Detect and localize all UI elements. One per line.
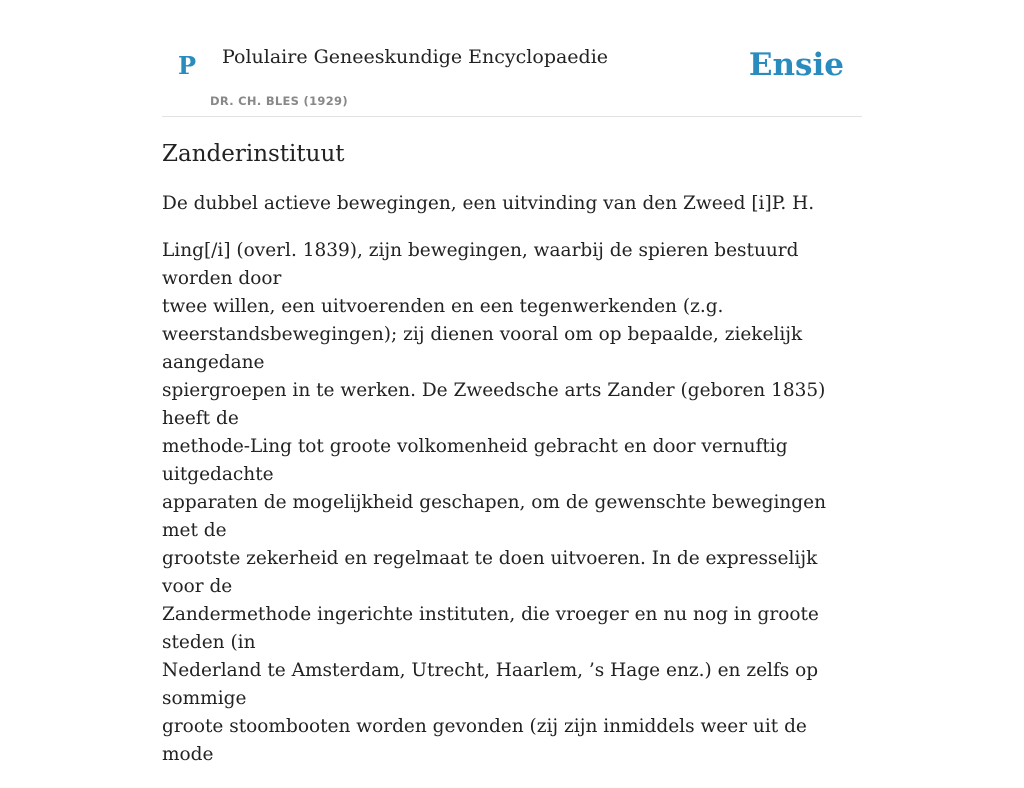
book-title[interactable]: Polulaire Geneeskundige Encyclopaedie (222, 46, 609, 68)
article-content (162, 138, 862, 788)
article-title: Zanderinstituut (162, 141, 345, 167)
book-author: DR. CH. BLES (1929) (210, 94, 348, 108)
brand-logo[interactable]: Ensie (748, 47, 844, 83)
header (162, 0, 862, 117)
article-paragraph: De dubbel actieve bewegingen, een uitvinding van den Zweed [i]P. H. (162, 193, 815, 214)
book-logo-icon[interactable]: P (178, 51, 197, 80)
article-paragraph: Ling[/i] (overl. 1839), zijn bewegingen, waarbij de spieren bestuurd worden door twee willen, een uitvoerenden en een tegenwerkenden (z.g. weerstandsbewegingen); zij dienen vooral om op bepaalde, ziekelijk aangedane spiergroepen in te werken. De Zweedsche arts Zander (geboren 1835) heeft de methode-Ling tot groote volkomenheid gebracht en door vernuftig uitgedachte apparaten de mogelijkheid geschapen, om de gewenschte bewegingen met de grootste zekerheid en regelmaat te doen uitvoeren. In de expresselijk voor de Zandermethode ingerichte instituten, die vroeger en nu nog in groote steden (in Nederland te Amsterdam, Utrecht, Haarlem, ’s Hage enz.) en zelfs op sommige groote stoombooten worden gevonden (zij zijn inmiddels weer uit de mode (162, 240, 826, 765)
